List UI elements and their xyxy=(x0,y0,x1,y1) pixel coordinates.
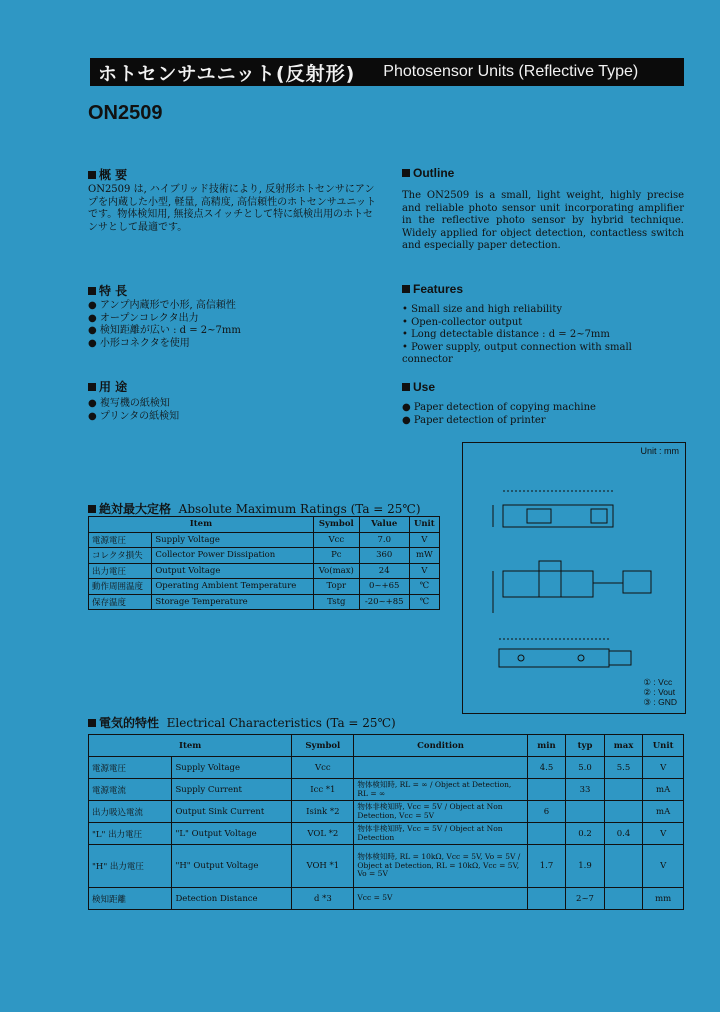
list-item: ● オープンコレクタ出力 xyxy=(88,312,199,324)
features-list-en xyxy=(402,304,684,367)
title-jp: ホトセンサユニット(反射形) xyxy=(98,62,356,85)
unit-label: Unit : mm xyxy=(640,446,679,456)
overview-heading-jp: 概 要 xyxy=(88,166,127,183)
list-item: ● Paper detection of copying machine xyxy=(402,402,596,413)
table-row: 動作周囲温度 Operating Ambient Temperature Topr 0~+65 ℃ xyxy=(89,579,440,595)
elec-table xyxy=(88,734,684,910)
use-list-jp xyxy=(88,398,380,423)
table-header-row: Item Symbol Condition min typ max Unit xyxy=(89,735,684,757)
abs-max-table xyxy=(88,516,440,610)
table-row: 出力電圧 Output Voltage Vo(max) 24 V xyxy=(89,563,440,579)
table-row: コレクタ損失 Collector Power Dissipation Pc 360 mW xyxy=(89,548,440,564)
list-item: ● 複写機の紙検知 xyxy=(88,398,170,409)
list-item: ● Paper detection of printer xyxy=(402,414,546,426)
title-en: Photosensor Units (Reflective Type) xyxy=(383,63,639,80)
pin-vcc: ① : Vcc xyxy=(643,677,673,687)
features-list-jp xyxy=(88,300,380,350)
table-row: 出力吸込電流 Output Sink Current Isink *2 物体非検知時, Vcc = 5V / Object at Non Detection, Vcc = 5V 6 mA xyxy=(89,801,684,823)
outline-text: The ON2509 is a small, light weight, highly precise and reliable photo sensor unit incorporating amplifier in the reflective photo sensor by hybrid technique. Widely applied for object detection, contactless switch and especially paper detection. xyxy=(402,190,684,251)
table-row: "L" 出力電圧 "L" Output Voltage VOL *2 物体非検知時, Vcc = 5V / Object at Non Detection 0.2 0.4 V xyxy=(89,823,684,845)
list-item: • Power supply, output connection with small connector xyxy=(402,341,632,365)
list-item: ● 検知距離が広い : d = 2~7mm xyxy=(88,325,241,336)
pin-gnd: ③ : GND xyxy=(643,697,677,707)
title-bar xyxy=(90,58,684,86)
list-item: ● 小形コネクタを使用 xyxy=(88,337,190,349)
part-number: ON2509 xyxy=(88,102,163,124)
use-heading-en: Use xyxy=(402,380,435,394)
dimension-drawing xyxy=(463,443,685,713)
abs-max-heading: 絶対最大定格 Absolute Maximum Ratings (Ta = 25℃) xyxy=(88,500,421,517)
list-item: ● プリンタの紙検知 xyxy=(88,410,180,422)
table-row: 電源電圧 Supply Voltage Vcc 7.0 V xyxy=(89,532,440,548)
table-header-row: Item Symbol Value Unit xyxy=(89,517,440,533)
outline-heading: Outline xyxy=(402,166,454,180)
table-row: 検知距離 Detection Distance d *3 Vcc = 5V 2~7 mm xyxy=(89,888,684,910)
use-list-en xyxy=(402,402,684,427)
overview-text-jp: ON2509 は, ハイブリッド技術により, 反射形ホトセンサにアンプを内蔵した小型, 軽量, 高精度, 高信頼性のホトセンサユニットです。物体検知用, 無接点スイッチとして特に紙検出用のホトセンサとして最適です。 xyxy=(88,184,376,233)
elec-heading: 電気的特性 Electrical Characteristics (Ta = 25℃) xyxy=(88,714,396,731)
list-item: • Small size and high reliability xyxy=(402,304,563,315)
table-row: 保存温度 Storage Temperature Tstg -20~+85 ℃ xyxy=(89,594,440,610)
table-row: 電源電流 Supply Current Icc *1 物体検知時, RL = ∞ / Object at Detection, RL = ∞ 33 mA xyxy=(89,779,684,801)
list-item: ● アンプ内蔵形で小形, 高信頼性 xyxy=(88,300,236,311)
table-row: 電源電圧 Supply Voltage Vcc 4.5 5.0 5.5 V xyxy=(89,757,684,779)
list-item: • Open-collector output xyxy=(402,316,523,328)
features-heading-en: Features xyxy=(402,282,463,296)
list-item: • Long detectable distance : d = 2~7mm xyxy=(402,329,610,340)
pin-vout: ② : Vout xyxy=(643,687,676,697)
table-row: "H" 出力電圧 "H" Output Voltage VOH *1 物体検知時, RL = 10kΩ, Vcc = 5V, Vo = 5V / Object at Detection, RL = 10kΩ, Vcc = 5V, Vo = 5V 1.7 1.9 V xyxy=(89,845,684,888)
pin-legend xyxy=(643,677,677,707)
use-heading-jp: 用 途 xyxy=(88,378,127,395)
features-heading-jp: 特 長 xyxy=(88,282,127,299)
outline-drawing xyxy=(462,442,686,714)
